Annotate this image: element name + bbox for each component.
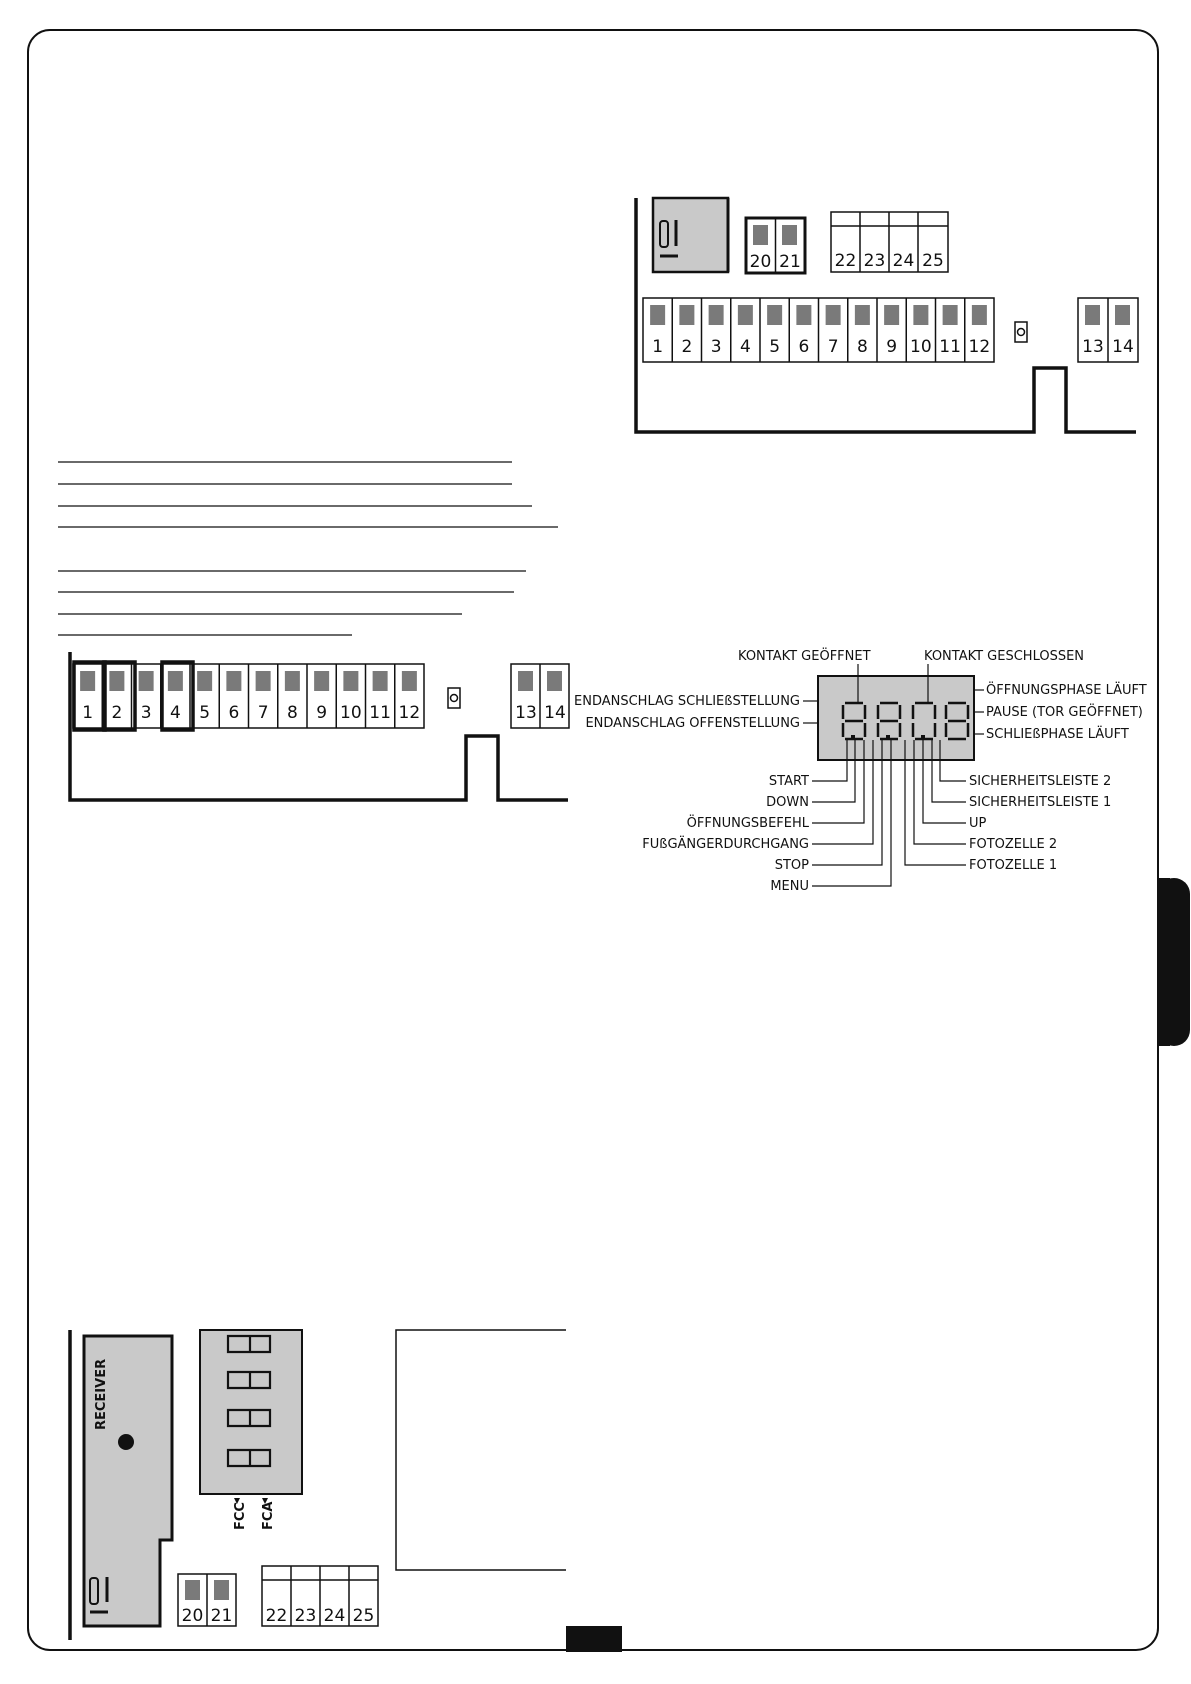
label-schliessphase: SCHLIEßPHASE LÄUFT	[986, 727, 1129, 742]
terminal-screw	[285, 671, 300, 691]
receiver-label: RECEIVER	[94, 1358, 109, 1430]
label-fussgaenger: FUßGÄNGERDURCHGANG	[642, 837, 809, 852]
label-kontakt-geschlossen: KONTAKT GESCHLOSSEN	[924, 649, 1085, 664]
terminal-screw	[373, 671, 388, 691]
label-up: UP	[969, 816, 987, 831]
label-sicherheitsleiste-2: SICHERHEITSLEISTE 2	[969, 774, 1112, 789]
terminal-diagram-top	[636, 198, 1138, 432]
terminal-label: 23	[863, 251, 886, 271]
display-panel	[818, 676, 974, 760]
terminal-screw	[767, 305, 782, 325]
terminal-label: 25	[352, 1606, 375, 1626]
terminal-label: 4	[169, 703, 181, 723]
terminal-label: 3	[710, 337, 722, 357]
terminal-label: 1	[82, 703, 94, 723]
terminal-screw	[402, 671, 417, 691]
terminal-screw	[168, 671, 183, 691]
label-sicherheitsleiste-1: SICHERHEITSLEISTE 1	[969, 795, 1112, 810]
terminal-screw	[738, 305, 753, 325]
label-down: DOWN	[766, 795, 809, 810]
label-fca: FCA	[261, 1501, 276, 1530]
label-oeffnungsbefehl: ÖFFNUNGSBEFEHL	[686, 816, 809, 831]
terminal-screw	[256, 671, 271, 691]
terminal-label: 5	[199, 703, 211, 723]
terminal-screw	[109, 671, 124, 691]
label-stop: STOP	[774, 858, 809, 873]
terminal-screw	[943, 305, 958, 325]
terminal-label: 11	[939, 337, 961, 357]
terminal-label: 10	[910, 337, 932, 357]
terminal-label: 24	[892, 251, 915, 271]
terminal-screw	[826, 305, 841, 325]
fuse-holder	[653, 198, 728, 272]
terminal-label: 20	[181, 1606, 204, 1626]
label-fcc: FCC	[233, 1502, 248, 1530]
blank-text-lines	[58, 462, 558, 635]
terminal-screw	[884, 305, 899, 325]
terminal-screw	[343, 671, 358, 691]
terminal-label: 11	[369, 703, 391, 723]
terminal-label: 14	[1112, 337, 1134, 357]
terminal-label: 13	[1082, 337, 1104, 357]
terminal-screw	[197, 671, 212, 691]
terminal-label: 12	[968, 337, 991, 357]
page-number-box	[566, 1626, 622, 1652]
terminal-screw	[709, 305, 724, 325]
terminal-label: 8	[856, 337, 868, 357]
terminal-label: 3	[140, 703, 152, 723]
terminal-label: 23	[294, 1606, 317, 1626]
terminal-screw	[913, 305, 928, 325]
label-endanschlag-offen: ENDANSCHLAG OFFENSTELLUNG	[585, 716, 800, 731]
terminal-screw	[314, 671, 329, 691]
terminal-screw	[80, 671, 95, 691]
terminal-label: 21	[210, 1606, 233, 1626]
terminal-label: 13	[515, 703, 537, 723]
terminal-label: 9	[886, 337, 898, 357]
terminal-diagram-left	[70, 652, 569, 800]
terminal-screw	[855, 305, 870, 325]
terminal-screw	[650, 305, 665, 325]
terminal-screw	[679, 305, 694, 325]
terminal-label: 22	[265, 1606, 288, 1626]
terminal-screw	[796, 305, 811, 325]
label-fotozelle-2: FOTOZELLE 2	[969, 837, 1058, 852]
terminal-label: 2	[111, 703, 123, 723]
terminal-screw	[139, 671, 154, 691]
terminal-label: 1	[652, 337, 664, 357]
label-kontakt-geoeffnet: KONTAKT GEÖFFNET	[738, 649, 871, 664]
label-oeffnungsphase: ÖFFNUNGSPHASE LÄUFT	[986, 683, 1147, 698]
receiver-dot	[118, 1434, 134, 1450]
terminal-label: 20	[749, 252, 772, 272]
terminal-label: 8	[286, 703, 298, 723]
terminal-label: 21	[779, 252, 801, 272]
terminal-label: 7	[257, 703, 269, 723]
page-tab-edge	[1158, 878, 1170, 1046]
terminal-label: 12	[398, 703, 421, 723]
label-start: START	[768, 774, 809, 789]
label-menu: MENU	[770, 879, 809, 894]
terminal-label: 4	[739, 337, 751, 357]
board-diagram-bottom	[70, 1330, 566, 1640]
terminal-label: 2	[681, 337, 693, 357]
terminal-screw	[972, 305, 987, 325]
terminal-label: 6	[228, 703, 240, 723]
terminal-label: 6	[798, 337, 810, 357]
blank-panel	[396, 1330, 566, 1570]
terminal-screw	[226, 671, 241, 691]
terminal-label: 25	[922, 251, 944, 271]
label-pause: PAUSE (TOR GEÖFFNET)	[986, 705, 1143, 720]
terminal-label: 5	[769, 337, 781, 357]
terminal-label: 14	[544, 703, 566, 723]
terminal-label: 10	[340, 703, 362, 723]
display-diagram	[574, 647, 1147, 894]
terminal-label: 9	[316, 703, 328, 723]
label-fotozelle-1: FOTOZELLE 1	[969, 858, 1058, 873]
terminal-label: 22	[834, 251, 857, 271]
terminal-label: 24	[323, 1606, 346, 1626]
terminal-label: 7	[827, 337, 839, 357]
label-endanschlag-schliess: ENDANSCHLAG SCHLIEßSTELLUNG	[574, 694, 800, 709]
